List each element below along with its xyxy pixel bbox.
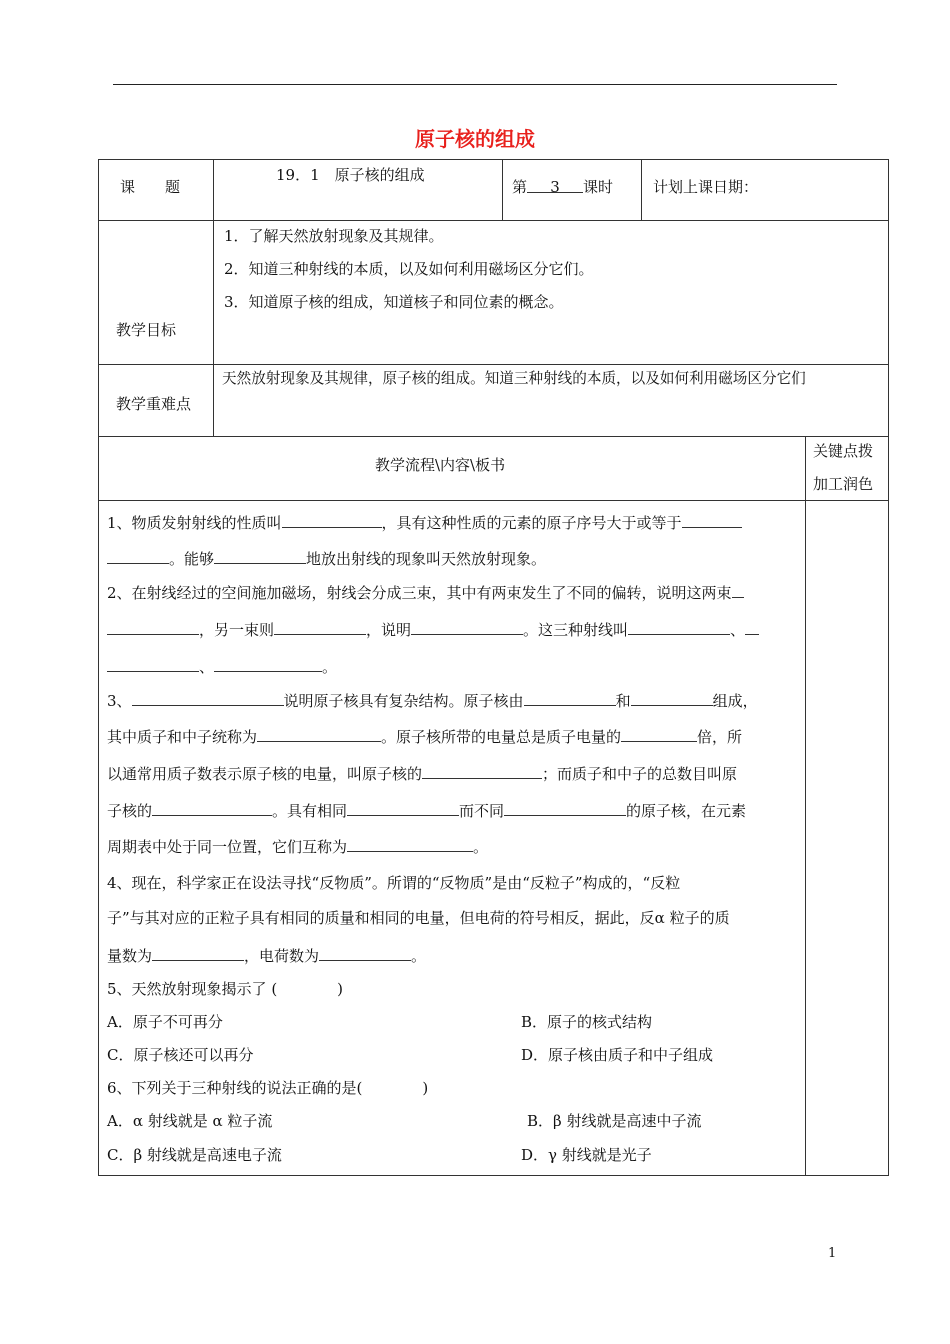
- goal-item: 1．了解天然放射现象及其规律。: [224, 227, 444, 245]
- question-4-cont: 子”与其对应的正粒子具有相同的质量和相同的电量，但电荷的符号相反，据此，反α 粒子的质: [107, 909, 730, 927]
- lesson-title: 19．1 原子核的组成: [276, 166, 425, 184]
- option-a: A．α 射线就是 α 粒子流: [107, 1112, 273, 1130]
- notes-header: 加工润色: [813, 475, 874, 493]
- page-number: 1: [828, 1246, 837, 1261]
- option-b: B．β 射线就是高速中子流: [527, 1112, 702, 1130]
- option-c: C．原子核还可以再分: [107, 1046, 254, 1064]
- difficulties-text: 天然放射现象及其规律，原子核的组成。知道三种射线的本质，以及如何利用磁场区分它们: [222, 370, 806, 387]
- question-3-cont: 其中质子和中子统称为 。原子核所带的电量总是质子电量的 倍，所: [107, 728, 743, 746]
- row-divider: [98, 500, 889, 501]
- option-a: A．原子不可再分: [107, 1013, 223, 1031]
- goal-item: 2．知道三种射线的本质，以及如何利用磁场区分它们。: [224, 260, 594, 278]
- difficulties-label: 教学重难点: [116, 395, 192, 413]
- row-divider: [98, 220, 889, 221]
- page-title: 原子核的组成: [415, 127, 535, 151]
- question-1: 1、物质发射射线的性质叫 ，具有这种性质的元素的原子序号大于或等于: [107, 512, 742, 533]
- lesson-period: [512, 177, 613, 197]
- option-b: B．原子的核式结构: [521, 1013, 653, 1031]
- col-divider: [805, 436, 806, 1176]
- goal-item: 3．知道原子核的组成，知道核子和同位素的概念。: [224, 293, 564, 311]
- col-divider: [641, 159, 642, 220]
- question-2-cont: 、 。: [107, 656, 337, 677]
- flow-header: 教学流程\内容\板书: [375, 456, 506, 474]
- plan-date-label: 计划上课日期：: [653, 178, 759, 196]
- option-c: C．β 射线就是高速电子流: [107, 1146, 282, 1164]
- col-divider: [502, 159, 503, 220]
- header-rule: [113, 84, 837, 85]
- question-3-cont: 子核的 。具有相同 而不同 的原子核，在元素: [107, 802, 747, 820]
- question-3-cont: 以通常用质子数表示原子核的电量，叫原子核的 ；而质子和中子的总数目叫原: [107, 765, 738, 783]
- period-suffix: 课时: [583, 178, 614, 196]
- question-1-cont: 。能够 地放出射线的现象叫天然放射现象。: [107, 548, 546, 569]
- period-value: 3: [527, 177, 583, 193]
- question-3: 3、 说明原子核具有复杂结构。原子核由 和 组成，: [107, 692, 758, 710]
- topic-label: 课 题: [120, 178, 181, 196]
- question-2: 2、在射线经过的空间施加磁场，射线会分成三束，其中有两束发生了不同的偏转，说明这两束: [107, 582, 744, 603]
- col-divider: [213, 159, 214, 436]
- row-divider: [98, 364, 889, 365]
- question-2-cont: ，另一束则 ，说明 。这三种射线叫 、: [107, 619, 759, 640]
- notes-header: 关键点拨: [813, 442, 874, 460]
- question-5: 5、天然放射现象揭示了 ( ): [107, 980, 344, 998]
- option-d: D．γ 射线就是光子: [521, 1146, 652, 1164]
- question-4: 4、现在，科学家正在设法寻找“反物质”。所谓的“反物质”是由“反粒子”构成的，“反粒: [107, 874, 681, 892]
- question-3-cont: 周期表中处于同一位置，它们互称为 。: [107, 838, 489, 856]
- question-4-cont: 量数为 ，电荷数为 。: [107, 947, 427, 965]
- row-divider: [98, 436, 889, 437]
- goals-label: 教学目标: [116, 321, 177, 339]
- option-d: D．原子核由质子和中子组成: [521, 1046, 714, 1064]
- period-prefix: 第: [512, 178, 528, 196]
- question-6: 6、下列关于三种射线的说法正确的是( ): [107, 1079, 429, 1097]
